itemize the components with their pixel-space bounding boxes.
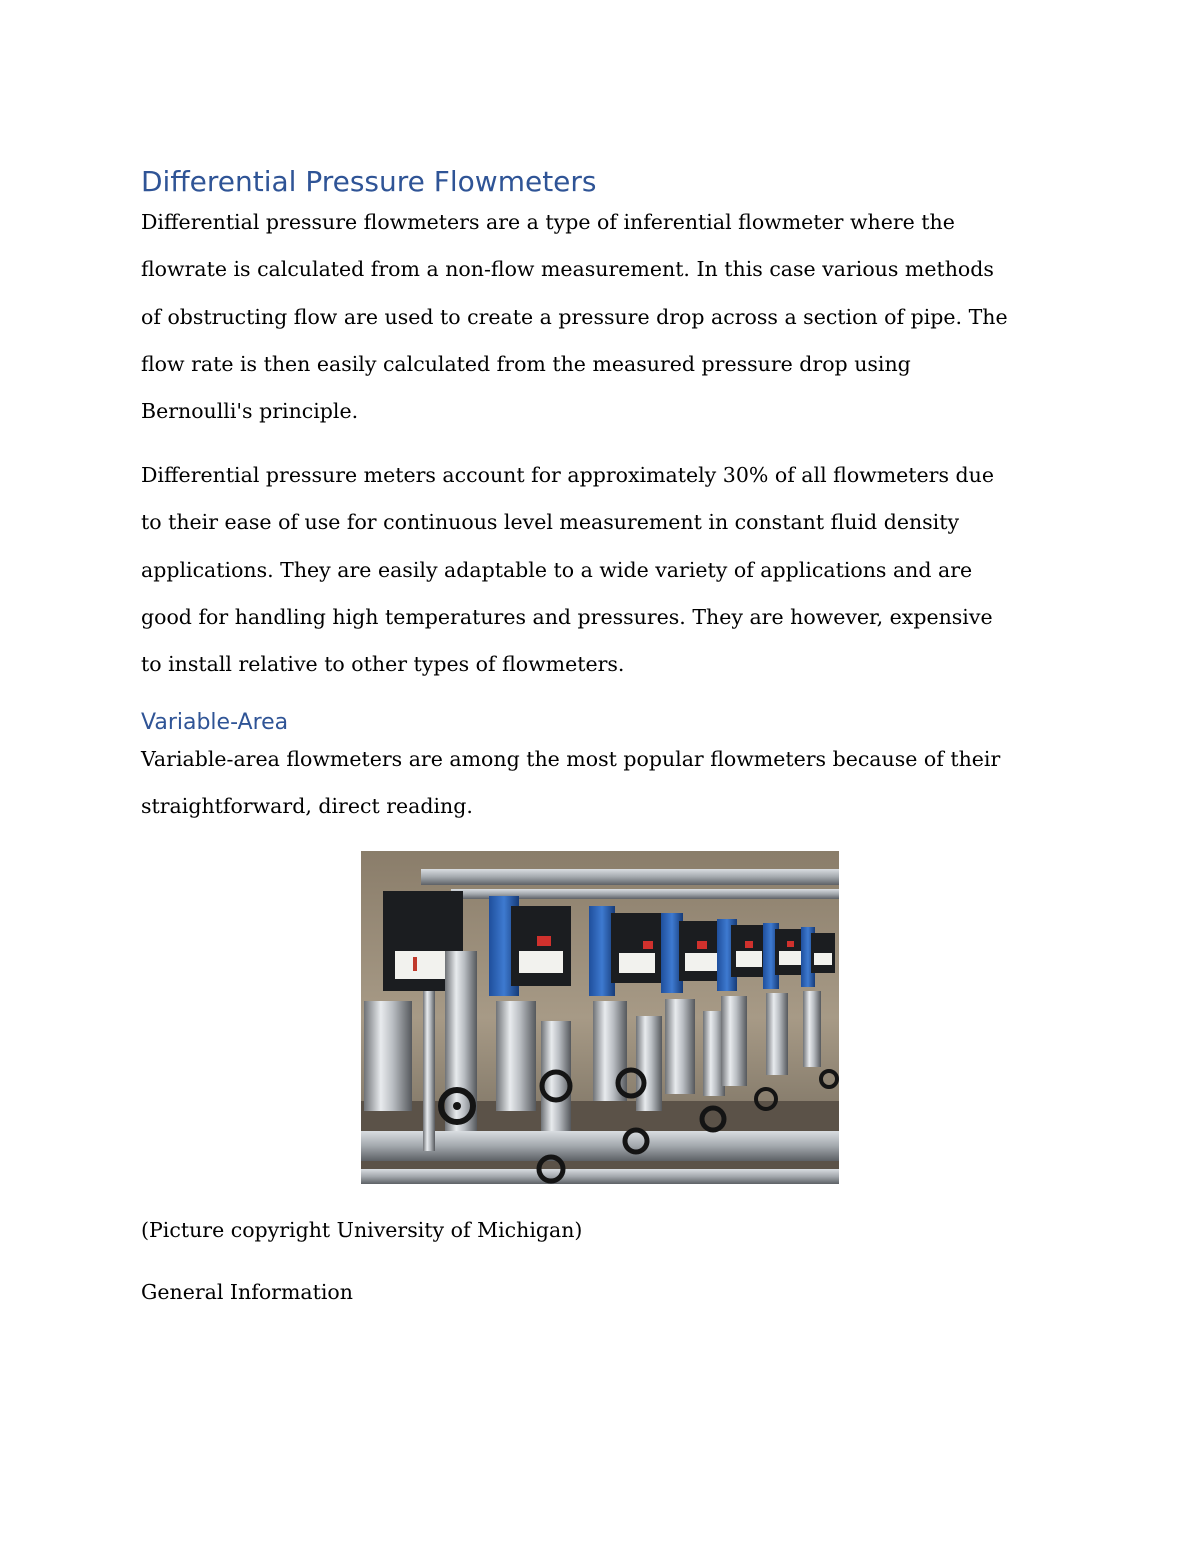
paragraph-line: straightforward, direct reading.: [141, 794, 473, 819]
paragraph-line: Bernoulli's principle.: [141, 399, 359, 424]
general-information-text: General Information: [141, 1280, 353, 1304]
section-heading: Variable-Area: [141, 710, 289, 735]
paragraph-line: flow rate is then easily calculated from the measured pressure drop using: [141, 351, 911, 376]
image-caption: (Picture copyright University of Michigan): [141, 1218, 583, 1242]
paragraph-usage: [141, 459, 1061, 695]
paragraph-line: flowrate is calculated from a non-flow measurement. In this case various methods: [141, 257, 994, 282]
paragraph-line: Differential pressure meters account for approximately 30% of all flowmeters due: [141, 463, 994, 487]
paragraph-line: applications. They are easily adaptable to a wide variety of applications and are: [141, 557, 973, 582]
paragraph-line: Variable-area flowmeters are among the most popular flowmeters because of their: [141, 747, 1001, 771]
flowmeters-photo: [361, 851, 839, 1184]
paragraph-line: Differential pressure flowmeters are a type of inferential flowmeter where the: [141, 210, 955, 234]
paragraph-line: of obstructing flow are used to create a pressure drop across a section of pipe. The: [141, 304, 1008, 329]
paragraph-line: to their ease of use for continuous level measurement in constant fluid density: [141, 510, 960, 535]
paragraph-variable-area: [141, 743, 1061, 838]
paragraph-intro: [141, 206, 1061, 442]
page-title: Differential Pressure Flowmeters: [141, 165, 597, 198]
paragraph-line: good for handling high temperatures and pressures. They are however, expensive: [141, 604, 993, 629]
paragraph-line: to install relative to other types of flowmeters.: [141, 652, 625, 677]
